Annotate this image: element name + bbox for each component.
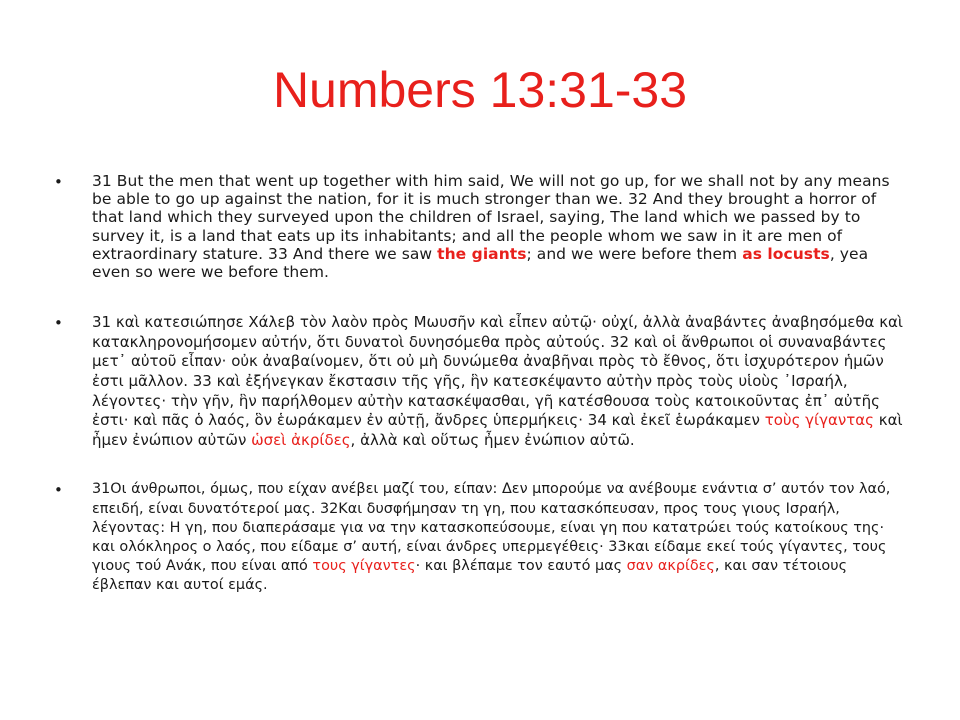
segment-highlight: σαν ακρίδες <box>626 558 715 575</box>
segment-plain: 31 But the men that went up together with him said, We will not go up, for we shall not by any means be able to go up against the nation, for it is much stronger than we. 32 And they brought a horror of that land which they surveyed upon the children of Israel, saying, The land which we passed by to survey it, is a land that eats up its inhabitants; and all the people whom we saw in it are men of extraordinary stature. 33 And there we saw <box>92 172 890 263</box>
bullet-marker: • <box>54 481 63 500</box>
segment-plain: 31Οι άνθρωποι, όμως, που είχαν ανέβει μαζί του, είπαν: Δεν μπορούμε να ανέβουμε ενάντια σ’ αυτόν τον λαό, επειδή, είναι δυνατότεροί μας. 32Και δυσφήμησαν τη γη, που κατασκόπευσαν, προς τους γιους Ισραήλ, λέγοντας: Η γη, που διαπεράσαμε για να την κατασκοπεύσουμε, είναι γη που κατατρώει τούς κατοίκους της· και ολόκληρος ο λαός, που είδαμε σ’ αυτή, είναι άνδρες υπερμεγέθεις· 33και είδαμε εκεί τούς γίγαντες, τους γιους τού Ανάκ, που είναι από <box>92 481 891 575</box>
bullet-english-verse <box>54 172 904 281</box>
bullet-septuagint-greek-verse <box>54 313 904 450</box>
bullet-marker: • <box>54 173 63 191</box>
bullet-list <box>54 172 904 596</box>
segment-plain: · και βλέπαμε τον εαυτό μας <box>415 558 627 575</box>
segment-plain: , yea even so were we before them. <box>92 244 869 282</box>
segment-plain: , ἀλλὰ καὶ οὕτως ἦμεν ἐνώπιον αὐτῶ. <box>350 430 635 449</box>
segment-highlight: as locusts <box>742 244 830 263</box>
segment-plain: ; and we were before them <box>526 244 743 263</box>
segment-highlight: τοὺς γίγαντας <box>764 411 874 430</box>
segment-plain: 31 καὶ κατεσιώπησε Χάλεβ τὸν λαὸν πρὸς Μωυσῆν καὶ εἶπεν αὐτῷ· οὐχί, ἀλλὰ ἀναβάντες ἀναβησόμεθα καὶ κατακληρονομήσομεν αὐτήν, ὅτι δυνατοὶ δυνησόμεθα πρὸς αὐτούς. 32 καὶ οἱ ἄνθρωποι οἱ συναναβάντες μετ᾿ αὐτοῦ εἶπαν· οὐκ ἀναβαίνομεν, ὅτι οὐ μὴ δυνώμεθα ἀναβῆναι πρὸς τὸ ἔθνος, ὅτι ἰσχυρότερον ἡμῶν ἐστι μᾶλλον. 33 καὶ ἐξήνεγκαν ἔκστασιν τῆς γῆς, ἣν κατεσκέψαντο αὐτὴν πρὸς τοὺς υἱοὺς ᾿Ισραήλ, λέγοντες· τὴν γῆν, ἣν παρήλθομεν αὐτὴν κατασκέψασθαι, γῆ κατέσθουσα τοὺς κατοικοῦντας ἐπ᾿ αὐτῆς ἐστι· καὶ πᾶς ὁ λαός, ὃν ἑωράκαμεν ἐν αὐτῇ, ἄνδρες ὑπερμήκεις· 34 καὶ ἐκεῖ ἑωράκαμεν <box>92 313 904 430</box>
segment-plain: καὶ ἦμεν ἐνώπιον αὐτῶν <box>92 411 903 449</box>
segment-highlight: the giants <box>437 244 527 263</box>
segment-plain: , και σαν τέτοιους έβλεπαν και αυτοί εμάς. <box>92 558 848 594</box>
segment-highlight: τους γίγαντες <box>312 558 416 575</box>
segment-highlight: ὡσεὶ ἀκρίδες <box>251 430 351 449</box>
bullet-marker: • <box>54 314 63 333</box>
slide-title: Numbers 13:31-33 <box>272 62 688 118</box>
bullet-modern-greek-verse <box>54 480 904 595</box>
